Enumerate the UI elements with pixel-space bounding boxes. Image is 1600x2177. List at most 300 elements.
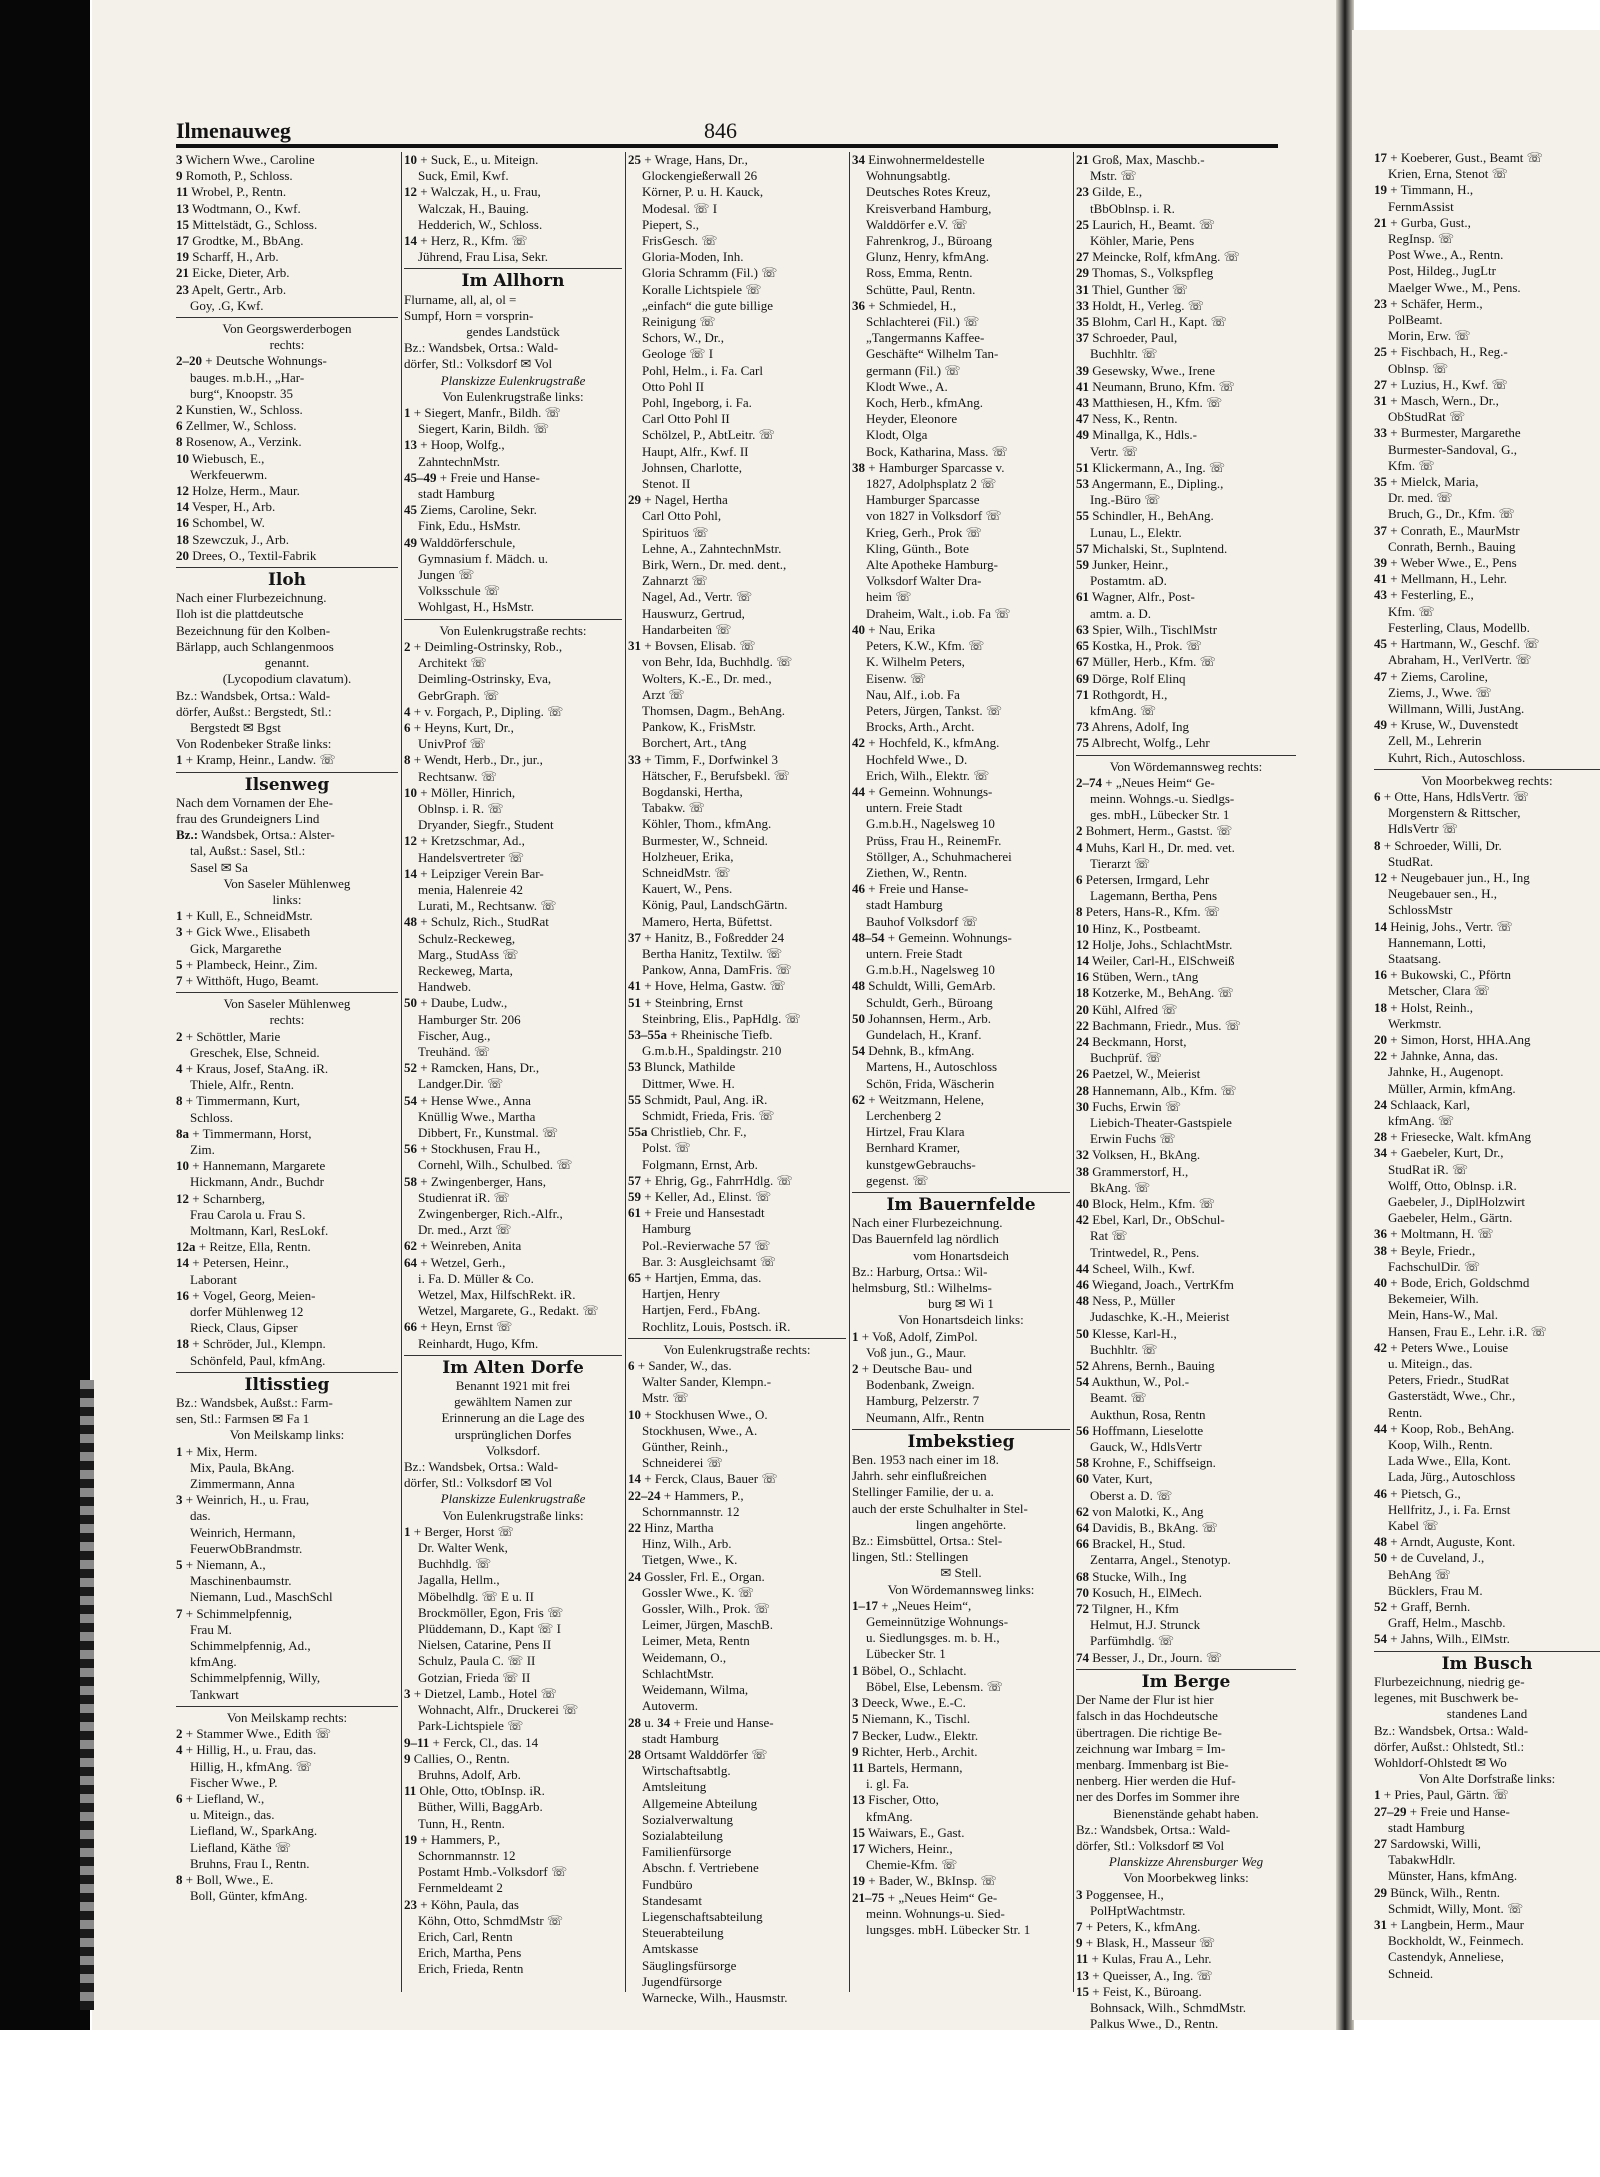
entry-continuation: Draheim, Walt., i.ob. Fa ☏ <box>866 605 1011 621</box>
directory-entry: Flurbezeichnung, niedrig ge- <box>1374 1673 1525 1689</box>
directory-entry: 48 Schuldt, Willi, GemArb. <box>852 978 996 994</box>
directory-entry: Der Name der Flur ist hier <box>1076 1692 1214 1708</box>
directory-entry: dörfer, Außst.: Bergstedt, Stl.: <box>176 703 332 719</box>
entry-continuation: Leimer, Jürgen, MaschB. <box>642 1617 774 1633</box>
entry-continuation: Morin, Erw. ☏ <box>1388 328 1471 344</box>
section-note: Volksdorf. <box>485 1442 541 1458</box>
entry-continuation: Tietgen, Wwe., K. <box>642 1552 738 1568</box>
page-edge-stripes <box>80 1380 94 2010</box>
directory-entry: 59 + Keller, Ad., Elinst. ☏ <box>628 1189 772 1204</box>
directory-entry: Nach einer Flurbezeichnung. <box>852 1215 1003 1231</box>
directory-entry: 27–29 + Freie und Hanse- <box>1374 1803 1510 1819</box>
entry-continuation: Folgmann, Ernst, Arb. <box>642 1156 758 1172</box>
entry-continuation: Hamburg, Pelzerstr. 7 <box>866 1393 980 1409</box>
directory-entry: 5 Niemann, K., Tischl. <box>852 1711 971 1727</box>
entry-continuation: StudRat iR. ☏ <box>1388 1161 1469 1177</box>
section-note: Planskizze Eulenkrugstraße <box>440 1491 586 1507</box>
entry-continuation: Fernmeldeamt 2 <box>418 1880 503 1896</box>
directory-entry: 15 + Feist, K., Büroang. <box>1076 1983 1202 1999</box>
entry-continuation: Buchhltr. ☏ <box>1090 1341 1158 1357</box>
entry-continuation: Rieck, Claus, Gipser <box>190 1320 298 1336</box>
directory-entry: Ben. 1953 nach einer im 18. <box>852 1452 999 1468</box>
directory-entry: 39 + Weber Wwe., E., Pens <box>1374 555 1517 571</box>
entry-continuation: Stenot. II <box>642 476 691 492</box>
entry-continuation: Festerling, Claus, Modellb. <box>1388 619 1530 635</box>
entry-continuation: Ziethen, W., Rentn. <box>866 864 968 880</box>
entry-continuation: Burmester-Sandoval, G., <box>1388 441 1517 457</box>
entry-continuation: Erich, Carl, Rentn <box>418 1928 513 1944</box>
directory-entry: 40 + Bode, Erich, Goldschmd <box>1374 1275 1530 1291</box>
directory-entry: 34 + Gaebeler, Kurt, Dr., <box>1374 1145 1504 1161</box>
entry-continuation: Hickmann, Andr., Buchdr <box>190 1174 324 1190</box>
directory-entry: 55 Schmidt, Paul, Ang. iR. <box>628 1091 768 1107</box>
entry-continuation: Wohlgast, H., HsMstr. <box>418 599 534 615</box>
section-note: Von Eulenkrugstraße rechts: <box>439 622 587 638</box>
entry-continuation: kfmAng. <box>190 1654 237 1670</box>
entry-continuation: Jungen ☏ <box>418 567 475 583</box>
directory-entry: 42 Ebel, Karl, Dr., ObSchul- <box>1076 1212 1225 1228</box>
entry-continuation: Bruch, G., Dr., Kfm. ☏ <box>1388 506 1515 522</box>
entry-continuation: Werkfeuerwm. <box>190 466 268 482</box>
directory-entry: 8 Peters, Hans-R., Kfm. ☏ <box>1076 904 1221 920</box>
directory-entry: 54 + Hense Wwe., Anna <box>404 1092 531 1108</box>
entry-continuation: Beamt. ☏ <box>1090 1390 1147 1406</box>
directory-entry: 16 + Bukowski, C., Pförtn <box>1374 967 1511 983</box>
entry-continuation: Wirtschaftsabtlg. <box>642 1763 731 1779</box>
entry-continuation: Rochlitz, Louis, Postsch. iR. <box>642 1318 791 1334</box>
entry-continuation: FernmAssist <box>1388 198 1454 214</box>
directory-entry: 64 + Wetzel, Gerh., <box>404 1254 506 1270</box>
directory-entry: 9 + Blask, H., Masseur ☏ <box>1076 1935 1216 1951</box>
entry-continuation: Gaebeler, Helm., Gärtn. <box>1388 1210 1513 1226</box>
directory-column-3 <box>628 152 846 2005</box>
entry-continuation: Abschn. f. Vertriebene <box>642 1860 759 1876</box>
entry-continuation: Mstr. ☏ <box>1090 168 1137 184</box>
directory-entry: 50 + de Cuveland, J., <box>1374 1550 1485 1566</box>
entry-continuation: Cornehl, Wilh., Schulbed. ☏ <box>418 1157 573 1173</box>
street-heading: Im Allhorn <box>461 271 565 292</box>
directory-entry: 21 Groß, Max, Maschb.- <box>1076 152 1205 167</box>
entry-continuation: Goy, .G, Kwf. <box>190 297 264 313</box>
directory-entry: Bz.: Eimsbüttel, Ortsa.: Stel- <box>852 1533 1003 1549</box>
directory-entry: 1 + Pries, Paul, Gärtn. ☏ <box>1374 1787 1509 1803</box>
section-note: Von Wördemannsweg rechts: <box>1109 758 1263 774</box>
entry-continuation: Treuhänd. ☏ <box>418 1043 491 1059</box>
directory-entry: 1 + Voß, Adolf, ZimPol. <box>852 1328 978 1344</box>
entry-continuation: Köhn, Otto, SchmdMstr ☏ <box>418 1912 564 1928</box>
directory-entry: 2–20 + Deutsche Wohnungs- <box>176 353 327 369</box>
entry-continuation: kfmAng. <box>866 1808 913 1824</box>
entry-continuation: Hamburg <box>642 1221 691 1237</box>
directory-entry: 20 Kühl, Alfred ☏ <box>1076 1001 1178 1017</box>
directory-column-5 <box>1076 152 1296 2032</box>
directory-entry: Bz.: Wandsbek, Ortsa.: Wald- <box>404 1459 559 1475</box>
directory-entry: 19 + Bader, W., BkInsp. ☏ <box>852 1873 997 1889</box>
section-rule <box>852 1192 1070 1193</box>
directory-entry: 31 + Langbein, Herm., Maur <box>1374 1916 1524 1932</box>
directory-entry: 10 + Stockhusen Wwe., O. <box>628 1406 768 1422</box>
directory-entry: 9–11 + Ferck, Cl., das. 14 <box>404 1734 539 1750</box>
directory-entry: 13 Wodtmann, O., Kwf. <box>176 200 301 216</box>
directory-entry: menbarg. Immenbarg ist Bie- <box>1076 1756 1229 1772</box>
directory-entry: Bz.: Wandsbek, Ortsa.: Wald- <box>404 340 559 356</box>
directory-entry: Iloh ist die plattdeutsche <box>176 606 304 622</box>
directory-entry: 55a Christlieb, Chr. F., <box>628 1124 747 1140</box>
entry-continuation: Lada Wwe., Ella, Kont. <box>1388 1453 1511 1469</box>
directory-entry: 16 Schombel, W. <box>176 515 265 531</box>
entry-continuation: „Tangermanns Kaffee- <box>866 330 985 346</box>
entry-continuation: Kabel ☏ <box>1388 1518 1439 1534</box>
directory-entry: 73 Ahrens, Adolf, Ing <box>1076 719 1190 735</box>
entry-continuation: Bauhof Volksdorf ☏ <box>866 913 978 929</box>
entry-continuation: Post, Hildeg., JugLtr <box>1388 263 1496 279</box>
entry-continuation: Prüss, Frau H., ReinemFr. <box>866 832 1002 848</box>
entry-continuation: Lurati, M., Rechtsanw. ☏ <box>418 898 557 914</box>
entry-continuation: Siegert, Karin, Bildh. ☏ <box>418 421 550 437</box>
entry-continuation: G.m.b.H., Spaldingstr. 210 <box>642 1043 782 1059</box>
entry-continuation: heim ☏ <box>866 589 912 605</box>
street-heading: Imbekstieg <box>907 1431 1015 1452</box>
street-heading: Iloh <box>267 570 307 591</box>
street-heading: Iltisstieg <box>244 1374 330 1395</box>
entry-continuation: Polst. ☏ <box>642 1140 691 1156</box>
entry-continuation: Schlachterei (Fil.) ☏ <box>866 314 980 330</box>
entry-continuation: Greschek, Else, Schneid. <box>190 1044 320 1060</box>
directory-entry: 12a + Reitze, Ella, Rentn. <box>176 1239 311 1255</box>
entry-continuation: Amtsleitung <box>642 1779 707 1795</box>
section-note: rechts: <box>269 337 305 353</box>
entry-continuation: Bernhard Kramer, <box>866 1140 961 1156</box>
scan-border-bottom <box>0 2030 1600 2177</box>
directory-entry: 17 Grodtke, M., BbAng. <box>176 233 304 249</box>
directory-entry: 6 Petersen, Irmgard, Lehr <box>1076 871 1210 887</box>
entry-continuation: Nau, Alf., i.ob. Fa <box>866 686 960 702</box>
directory-entry: 53–55a + Rheinische Tiefb. <box>628 1026 773 1042</box>
entry-continuation: Dr. med., Arzt ☏ <box>418 1222 512 1238</box>
directory-entry: 23 + Schäfer, Herm., <box>1374 295 1483 311</box>
entry-continuation: Zim. <box>190 1141 215 1157</box>
entry-continuation: Carl Otto Pohl, <box>642 508 722 524</box>
directory-entry: 19 Scharff, H., Arb. <box>176 249 279 265</box>
entry-continuation: Autoverm. <box>642 1698 698 1714</box>
entry-continuation: von 1827 in Volksdorf ☏ <box>866 508 1002 524</box>
directory-entry: 12 + Scharnberg, <box>176 1190 266 1206</box>
entry-continuation: Fischer, Aug., <box>418 1027 491 1043</box>
entry-continuation: Bertha Hanitz, Textilw. ☏ <box>642 945 783 961</box>
directory-entry: 25 + Fischbach, H., Reg.- <box>1374 344 1508 360</box>
entry-continuation: Hinz, Wilh., Arb. <box>642 1536 732 1552</box>
entry-continuation: Boll, Günter, kfmAng. <box>190 1888 308 1904</box>
entry-continuation: Köhler, Marie, Pens <box>1090 233 1195 249</box>
directory-entry: 22 Hinz, Martha <box>628 1520 714 1536</box>
directory-entry: 38 Grammerstorf, H., <box>1076 1163 1189 1179</box>
entry-continuation: Stockhusen, Wwe., A. <box>642 1422 758 1438</box>
entry-continuation: Suck, Emil, Kwf. <box>418 168 509 184</box>
entry-continuation: kfmAng. ☏ <box>1388 1112 1455 1128</box>
directory-entry: Flurname, all, al, ol = <box>404 291 517 307</box>
section-note: (Lycopodium clavatum). <box>222 671 352 687</box>
directory-entry: 16 Stüben, Wern., tAng <box>1076 969 1199 985</box>
directory-entry: 57 Michalski, St., Suplntend. <box>1076 540 1228 556</box>
directory-entry: 24 Gossler, Frl. E., Organ. <box>628 1568 765 1584</box>
section-note: vom Honartsdeich <box>913 1247 1009 1263</box>
directory-entry: 41 + Mellmann, H., Lehr. <box>1374 571 1507 587</box>
directory-entry: 47 + Ziems, Caroline, <box>1374 668 1488 684</box>
directory-entry: 35 Blohm, Carl H., Kapt. ☏ <box>1076 314 1227 330</box>
directory-entry: 74 Besser, J., Dr., Journ. ☏ <box>1076 1649 1223 1665</box>
directory-entry: 31 Thiel, Gunther ☏ <box>1076 281 1189 297</box>
directory-entry: 38 + Hamburger Sparcasse v. <box>852 459 1005 475</box>
directory-entry: 13 + Queisser, A., Ing. ☏ <box>1076 1967 1213 1983</box>
entry-continuation: germann (Fil.) ☏ <box>866 362 961 378</box>
directory-entry: 48 Ness, P., Müller <box>1076 1293 1175 1309</box>
directory-entry: 9 Callies, O., Rentn. <box>404 1750 510 1766</box>
directory-entry: 65 + Hartjen, Emma, das. <box>628 1270 762 1286</box>
entry-continuation: Morgenstern & Rittscher, <box>1388 805 1521 821</box>
directory-entry: 2 + Deutsche Bau- und <box>852 1361 972 1377</box>
directory-entry: helmsburg, Stl.: Wilhelms- <box>852 1280 992 1296</box>
entry-continuation: Gick, Margarethe <box>190 940 282 956</box>
entry-continuation: Niemann, Lud., MaschSchl <box>190 1589 333 1605</box>
directory-entry: 5 + Plambeck, Heinr., Zim. <box>176 956 318 972</box>
entry-continuation: Metscher, Clara ☏ <box>1388 983 1491 999</box>
directory-entry: 42 + Hochfeld, K., kfmAng. <box>852 735 1000 751</box>
entry-continuation: Bruhns, Frau I., Rentn. <box>190 1855 310 1871</box>
directory-entry: 28 + Friesecke, Walt. kfmAng <box>1374 1129 1531 1145</box>
directory-entry: 8 + Schroeder, Willi, Dr. <box>1374 837 1502 853</box>
directory-entry: 59 Junker, Heinr., <box>1076 557 1169 573</box>
directory-entry: 23 Gilde, E., <box>1076 184 1143 200</box>
directory-entry: 67 Müller, Herb., Kfm. ☏ <box>1076 654 1216 670</box>
entry-continuation: gegenst. ☏ <box>866 1172 929 1188</box>
entry-continuation: Bruhns, Adolf, Arb. <box>418 1766 521 1782</box>
directory-entry: 62 von Malotki, K., Ang <box>1076 1503 1204 1519</box>
entry-continuation: ges. mbH., Lübecker Str. 1 <box>1090 807 1230 823</box>
directory-entry: 43 + Festerling, E., <box>1374 587 1474 603</box>
directory-entry: 52 + Ramcken, Hans, Dr., <box>404 1060 540 1076</box>
section-note: Von Meilskamp rechts: <box>226 1709 348 1725</box>
entry-continuation: Tankwart <box>190 1686 239 1702</box>
entry-continuation: Glockengießerwall 26 <box>642 168 758 184</box>
directory-entry: Nach dem Vornamen der Ehe- <box>176 794 333 810</box>
directory-entry: sen, Stl.: Farmsen ✉ Fa 1 <box>176 1411 310 1427</box>
entry-continuation: Schneid. <box>1388 1965 1434 1981</box>
entry-continuation: Volksdorf Walter Dra- <box>866 573 982 589</box>
entry-continuation: Nielsen, Catarine, Pens II <box>418 1637 552 1653</box>
entry-continuation: BehAng ☏ <box>1388 1566 1451 1582</box>
entry-continuation: Geologe ☏ I <box>642 346 714 362</box>
scan-border-left <box>0 0 90 2040</box>
directory-entry: 48–54 + Gemeinn. Wohnungs- <box>852 929 1012 945</box>
entry-continuation: Schneiderei ☏ <box>642 1455 723 1471</box>
entry-continuation: PolHptWachtmstr. <box>1090 1902 1186 1918</box>
entry-continuation: Sozialverwaltung <box>642 1811 733 1827</box>
directory-entry: dörfer, Außst.: Ohlstedt, Stl.: <box>1374 1738 1525 1754</box>
entry-continuation: Thiele, Alfr., Rentn. <box>190 1077 294 1093</box>
directory-entry: 70 Kosuch, H., ElMech. <box>1076 1584 1203 1600</box>
section-rule <box>176 317 398 318</box>
directory-entry: 68 Stucke, Wilh., Ing <box>1076 1568 1187 1584</box>
directory-entry: 8 + Wendt, Herb., Dr., jur., <box>404 752 543 768</box>
directory-entry: 61 + Freie und Hansestadt <box>628 1205 765 1221</box>
column-divider <box>401 152 402 1992</box>
entry-continuation: Steinbring, Elis., PapHdlg. ☏ <box>642 1010 801 1026</box>
directory-entry: zeichnung war Imbarg = Im- <box>1076 1740 1226 1756</box>
entry-continuation: G.m.b.H., Nagelsweg 10 <box>866 816 995 832</box>
directory-entry: 2 Bohmert, Herm., Gastst. ☏ <box>1076 823 1233 839</box>
section-rule <box>176 567 398 568</box>
entry-continuation: Gotzian, Frieda ☏ II <box>418 1669 531 1685</box>
directory-entry: 18 + Schröder, Jul., Klempn. <box>176 1336 326 1352</box>
entry-continuation: Staatsang. <box>1388 950 1442 966</box>
entry-continuation: Hamburger Sparcasse <box>866 492 980 508</box>
entry-continuation: Holzheuer, Erika, <box>642 848 734 864</box>
entry-continuation: Schulz-Reckeweg, <box>418 930 516 946</box>
entry-continuation: Mstr. ☏ <box>642 1390 689 1406</box>
entry-continuation: u. Miteign., das. <box>1388 1356 1473 1372</box>
section-note: ursprünglichen Dorfes <box>454 1426 572 1442</box>
entry-continuation: Erich, Wilh., Elektr. ☏ <box>866 767 990 783</box>
entry-continuation: Nagel, Ad., Vertr. ☏ <box>642 589 753 605</box>
entry-continuation: Schloss. <box>190 1109 233 1125</box>
directory-entry: 22 + Jahnke, Anna, das. <box>1374 1048 1498 1064</box>
directory-entry: 41 Neumann, Bruno, Kfm. ☏ <box>1076 378 1235 394</box>
column-divider <box>849 152 850 1992</box>
entry-continuation: SchlachtMstr. <box>642 1665 714 1681</box>
section-note: Bienenstände gehabt haben. <box>1113 1805 1259 1821</box>
section-note: standenes Land <box>1446 1706 1528 1722</box>
directory-entry: 63 Spier, Wilh., TischlMstr <box>1076 621 1218 637</box>
entry-continuation: Jahnke, H., Augenopt. <box>1388 1064 1504 1080</box>
entry-continuation: Parfümhdlg. ☏ <box>1090 1633 1175 1649</box>
entry-continuation: Haupt, Alfr., Kwf. II <box>642 443 749 459</box>
entry-continuation: Neumann, Alfr., Rentn <box>866 1409 985 1425</box>
directory-entry: 44 Scheel, Wilh., Kwf. <box>1076 1260 1195 1276</box>
street-heading: Ilsenweg <box>244 774 330 795</box>
entry-continuation: Brocks, Arth., Archt. <box>866 719 975 735</box>
entry-continuation: Lagemann, Bertha, Pens <box>1090 888 1218 904</box>
entry-continuation: Wohnungsabtlg. <box>866 168 951 184</box>
entry-continuation: HdlsVertr ☏ <box>1388 821 1459 837</box>
section-note: Von Eulenkrugstraße links: <box>442 1507 584 1523</box>
directory-entry: 21–75 + „Neues Heim“ Ge- <box>852 1889 998 1905</box>
entry-continuation: Büther, Willi, BaggArb. <box>418 1799 543 1815</box>
entry-continuation: Dr. med. ☏ <box>1388 490 1453 506</box>
directory-entry: 34 Einwohnermeldestelle <box>852 152 985 167</box>
directory-entry: 3 Wichern Wwe., Caroline <box>176 152 315 167</box>
directory-column-right-page <box>1374 150 1600 1990</box>
entry-continuation: tBbOblnsp. i. R. <box>1090 200 1175 216</box>
directory-entry: 11 + Kulas, Frau A., Lehr. <box>1076 1951 1212 1967</box>
directory-entry: 25 + Wrage, Hans, Dr., <box>628 152 748 167</box>
entry-continuation: Postamtm. aD. <box>1090 573 1167 589</box>
directory-entry: 50 + Daube, Ludw., <box>404 995 508 1011</box>
directory-entry: 3 Poggensee, H., <box>1076 1886 1164 1902</box>
directory-entry: 11 Ohle, Otto, tObInsp. iR. <box>404 1783 545 1799</box>
directory-entry: 15 Mittelstädt, G., Schloss. <box>176 216 318 232</box>
directory-entry: Bz.: Wandsbek, Außst.: Farm- <box>176 1395 333 1411</box>
entry-continuation: Dryander, Siegfr., Student <box>418 817 554 833</box>
directory-entry: 23 + Köhn, Paula, das <box>404 1896 519 1912</box>
entry-continuation: Oberst a. D. ☏ <box>1090 1487 1173 1503</box>
directory-entry: 14 Weiler, Carl-H., ElSchweiß <box>1076 952 1235 968</box>
entry-continuation: Johnsen, Charlotte, <box>642 459 743 475</box>
entry-continuation: Zwingenberger, Rich.-Alfr., <box>418 1206 563 1221</box>
directory-entry: 52 + Graff, Bernh. <box>1374 1599 1471 1615</box>
entry-continuation: Warnecke, Wilh., Hausmstr. <box>642 1989 788 2005</box>
entry-continuation: Gloria-Moden, Inh. <box>642 249 744 265</box>
entry-continuation: Erwin Fuchs ☏ <box>1090 1131 1176 1147</box>
directory-entry: Bz.: Harburg, Ortsa.: Wil- <box>852 1263 988 1279</box>
entry-continuation: Spirituos ☏ <box>642 524 709 540</box>
directory-entry: dörfer, Stl.: Volksdorf ✉ Vol <box>404 356 553 372</box>
directory-entry: 30 Fuchs, Erwin ☏ <box>1076 1098 1182 1114</box>
entry-continuation: Kuhrt, Rich., Autoschloss. <box>1388 749 1526 765</box>
entry-continuation: Buchhltr. ☏ <box>1090 346 1158 362</box>
directory-entry: 57 + Ehrig, Gg., FahrrHdlg. ☏ <box>628 1172 793 1188</box>
directory-entry: 2 + Stammer Wwe., Edith ☏ <box>176 1726 332 1742</box>
entry-continuation: Pohl, Ingeborg, i. Fa. <box>642 395 752 411</box>
entry-continuation: G.m.b.H., Nagelsweg 10 <box>866 962 995 978</box>
entry-continuation: Hansen, Frau E., Lehr. i.R. ☏ <box>1388 1323 1547 1339</box>
directory-entry: Das Bauernfeld lag nördlich <box>852 1231 999 1247</box>
directory-entry: 3 Deeck, Wwe., E.-C. <box>852 1695 966 1711</box>
entry-continuation: Weidemann, Wilma, <box>642 1682 749 1698</box>
entry-continuation: Wetzel, Max, HilfschRekt. iR. <box>418 1287 576 1303</box>
entry-continuation: Gauck, W., HdlsVertr <box>1090 1439 1202 1455</box>
entry-continuation: Reinhardt, Hugo, Kfm. <box>418 1335 539 1351</box>
directory-entry: 8 + Boll, Wwe., E. <box>176 1871 274 1887</box>
entry-continuation: Bekemeier, Wilh. <box>1388 1291 1479 1307</box>
directory-entry: 31 + Bovsen, Elisab. ☏ <box>628 638 756 654</box>
directory-entry: 6 + Liefland, W., <box>176 1790 265 1806</box>
entry-continuation: Lunau, L., Elektr. <box>1090 524 1182 540</box>
entry-continuation: Schütte, Paul, Rentn. <box>866 281 976 297</box>
entry-continuation: meinn. Wohnungs-u. Sied- <box>866 1905 1005 1921</box>
directory-entry: 19 + Timmann, H., <box>1374 182 1474 198</box>
entry-continuation: Jagalla, Hellm., <box>418 1572 500 1588</box>
directory-entry: 14 Heinig, Johs., Vertr. ☏ <box>1374 918 1513 934</box>
entry-continuation: Zahnarzt ☏ <box>642 573 708 589</box>
directory-entry: 9 Richter, Herb., Archit. <box>852 1743 978 1759</box>
entry-continuation: Schimmelpfennig, Willy, <box>190 1670 321 1686</box>
section-rule <box>176 772 398 773</box>
entry-continuation: Gemeinnützige Wohnungs- <box>866 1614 1009 1630</box>
entry-continuation: Zentarra, Angel., Stenotyp. <box>1090 1552 1231 1568</box>
directory-entry: 66 Brackel, H., Stud. <box>1076 1536 1186 1552</box>
directory-entry: 50 Klesse, Karl-H., <box>1076 1325 1177 1341</box>
entry-continuation: Rentn. <box>1388 1404 1423 1420</box>
entry-continuation: Hellfritz, J., i. Fa. Ernst <box>1388 1501 1511 1517</box>
entry-continuation: Allgemeine Abteilung <box>642 1795 758 1811</box>
entry-continuation: Walddörfer e.V. ☏ <box>866 216 968 232</box>
entry-continuation: Hartjen, Henry <box>642 1286 720 1302</box>
entry-continuation: ZahntechnMstr. <box>418 453 500 469</box>
header-rule <box>176 144 1278 148</box>
entry-continuation: Hartjen, Ferd., FbAng. <box>642 1302 761 1318</box>
entry-continuation: Oblnsp. i. R. ☏ <box>418 800 504 816</box>
entry-continuation: Abraham, H., VerlVertr. ☏ <box>1388 652 1532 668</box>
entry-continuation: Frau M. <box>190 1621 232 1637</box>
directory-entry: 56 Hoffmann, Lieselotte <box>1076 1422 1204 1438</box>
entry-continuation: Gossler Wwe., K. ☏ <box>642 1584 755 1600</box>
entry-continuation: Post Wwe., A., Rentn. <box>1388 247 1504 263</box>
entry-continuation: Brockmöller, Egon, Fris ☏ <box>418 1604 564 1620</box>
directory-entry: 56 + Stockhusen, Frau H., <box>404 1141 541 1157</box>
directory-entry: 23 Apelt, Gertr., Arb. <box>176 281 287 297</box>
entry-continuation: Knüllig Wwe., Martha <box>418 1108 536 1124</box>
entry-continuation: Jugendfürsorge <box>642 1973 722 1989</box>
